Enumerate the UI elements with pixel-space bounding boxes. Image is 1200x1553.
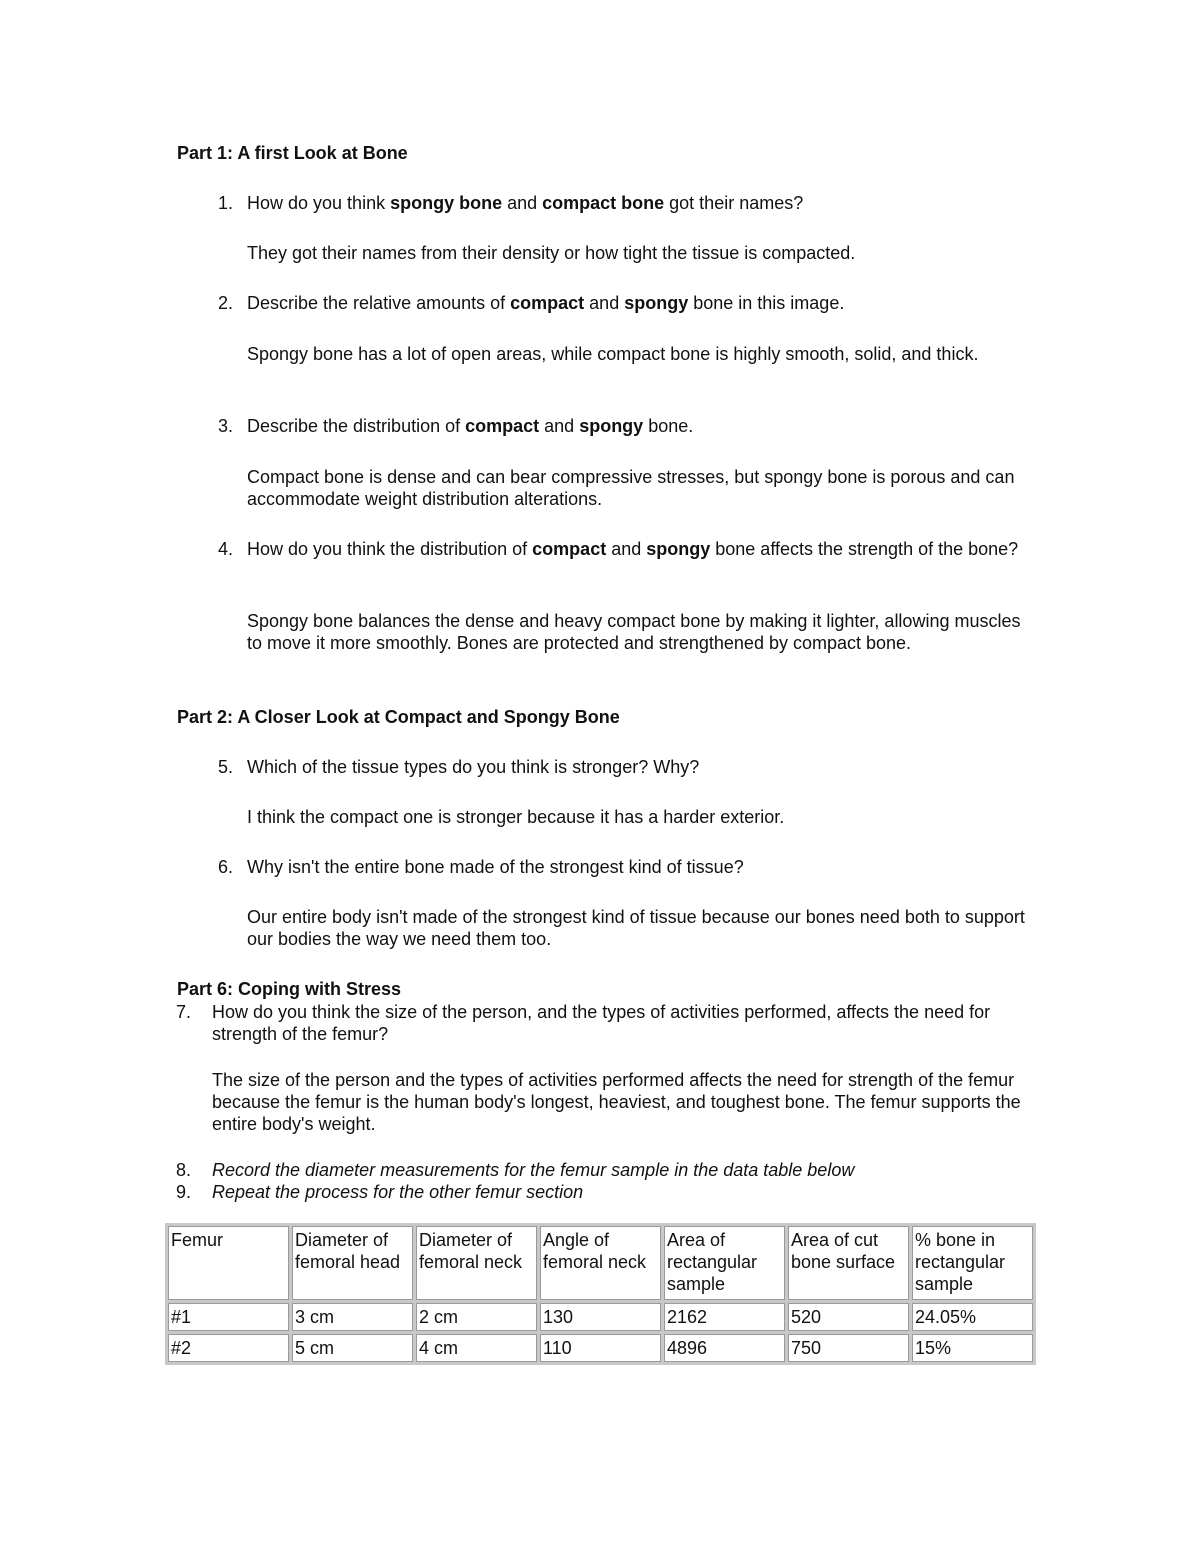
question-number: 9. (176, 1182, 192, 1202)
femur-data-table (165, 1223, 1036, 1365)
question-number: 1. (217, 193, 233, 213)
part6-heading: Part 6: Coping with Stress (177, 979, 402, 999)
part1-heading: Part 1: A first Look at Bone (177, 143, 408, 163)
question-text: Describe the distribution of (247, 416, 466, 436)
table-header-cell: Angle of femoral neck (540, 1226, 661, 1300)
question-text: and (502, 193, 543, 213)
question-text: How do you think (247, 193, 391, 213)
question-7: How do you think the size of the person, and the types of activities performed, affects the need for strength of the femur? (212, 1002, 991, 1044)
question-number: 5. (217, 757, 233, 777)
table-cell: #1 (168, 1303, 289, 1331)
table-cell: 4 cm (416, 1334, 537, 1362)
question-5: Which of the tissue types do you think is stronger? Why? (247, 757, 700, 777)
table-cell: 130 (540, 1303, 661, 1331)
bold-term: compact (465, 416, 540, 436)
table-cell: 3 cm (292, 1303, 413, 1331)
answer-4: Spongy bone balances the dense and heavy compact bone by making it lighter, allowing muscles to move it more smoothly. Bones are protected and strengthened by compact bone. (247, 611, 1021, 653)
answer-6: Our entire body isn't made of the strongest kind of tissue because our bones need both to support our bodies the way we need them too. (247, 907, 1025, 949)
bold-term: compact bone (542, 193, 665, 213)
question-3 (247, 415, 1027, 437)
table-cell: 110 (540, 1334, 661, 1362)
table-cell: 15% (912, 1334, 1033, 1362)
table-row (168, 1334, 1033, 1362)
question-number: 3. (217, 416, 233, 436)
table-header-cell: % bone in rectangular sample (912, 1226, 1033, 1300)
table-header-row (168, 1226, 1033, 1300)
question-number: 2. (217, 293, 233, 313)
table-header-cell: Area of rectangular sample (664, 1226, 785, 1300)
bold-term: compact (532, 539, 607, 559)
table-cell: 5 cm (292, 1334, 413, 1362)
question-9: Repeat the process for the other femur section (212, 1182, 584, 1202)
table-cell: 2162 (664, 1303, 785, 1331)
answer-1: They got their names from their density or how tight the tissue is compacted. (247, 243, 856, 263)
question-text: Describe the relative amounts of (247, 293, 511, 313)
bold-term: compact (510, 293, 585, 313)
bold-term: spongy bone (390, 193, 503, 213)
question-text: bone affects the strength of the bone? (710, 539, 1019, 559)
table-cell: 24.05% (912, 1303, 1033, 1331)
bold-term: spongy (624, 293, 689, 313)
bold-term: spongy (646, 539, 711, 559)
table-cell: #2 (168, 1334, 289, 1362)
table-cell: 4896 (664, 1334, 785, 1362)
table-cell: 520 (788, 1303, 909, 1331)
question-text: How do you think the distribution of (247, 539, 533, 559)
question-number: 4. (217, 539, 233, 559)
table-row (168, 1303, 1033, 1331)
bold-term: spongy (579, 416, 644, 436)
table-cell: 750 (788, 1334, 909, 1362)
part2-heading: Part 2: A Closer Look at Compact and Spongy Bone (177, 707, 620, 727)
table-cell: 2 cm (416, 1303, 537, 1331)
question-6: Why isn't the entire bone made of the strongest kind of tissue? (247, 857, 744, 877)
answer-3: Compact bone is dense and can bear compressive stresses, but spongy bone is porous and can accommodate weight distribution alterations. (247, 467, 1015, 509)
question-number: 7. (176, 1002, 192, 1022)
question-text: and (584, 293, 625, 313)
table-header-cell: Diameter of femoral neck (416, 1226, 537, 1300)
question-text: got their names? (664, 193, 804, 213)
question-text: and (606, 539, 647, 559)
table-header-cell: Femur (168, 1226, 289, 1300)
table-header-cell: Area of cut bone surface (788, 1226, 909, 1300)
question-text: bone. (643, 416, 694, 436)
question-text: bone in this image. (688, 293, 845, 313)
question-1 (247, 192, 1027, 214)
answer-7: The size of the person and the types of activities performed affects the need for strength of the femur because the femur is the human body's longest, heaviest, and toughest bone. The femur supports the entire body's weight. (212, 1070, 1021, 1134)
question-8: Record the diameter measurements for the femur sample in the data table below (212, 1160, 855, 1180)
question-number: 8. (176, 1160, 192, 1180)
question-2 (247, 292, 1027, 314)
table-header-cell: Diameter of femoral head (292, 1226, 413, 1300)
question-number: 6. (217, 857, 233, 877)
question-text: and (539, 416, 580, 436)
question-4 (247, 538, 1027, 560)
answer-2: Spongy bone has a lot of open areas, while compact bone is highly smooth, solid, and thick. (247, 344, 979, 364)
answer-5: I think the compact one is stronger because it has a harder exterior. (247, 807, 785, 827)
